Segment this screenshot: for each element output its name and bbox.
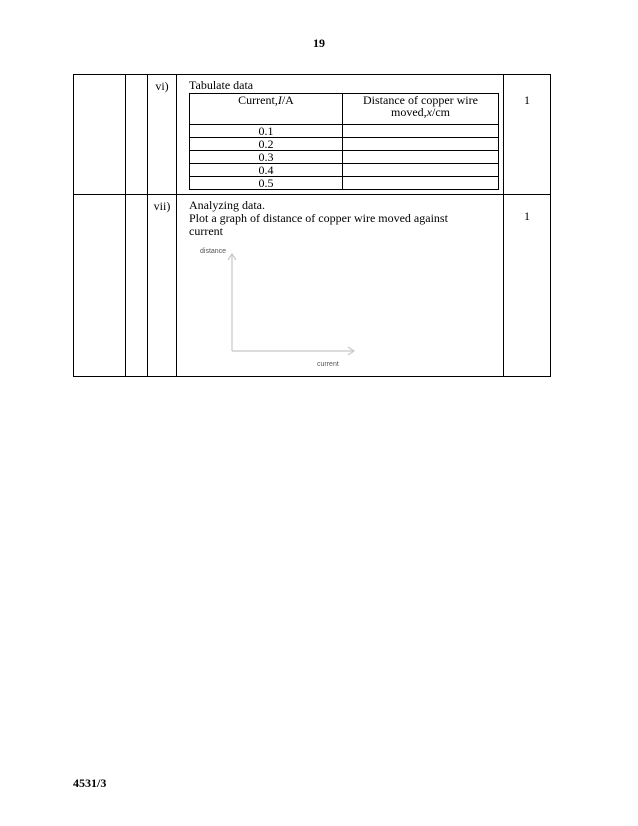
distance-cell (343, 177, 499, 190)
table-row (190, 164, 499, 177)
question-body (177, 75, 504, 195)
page-number: 19 (313, 36, 325, 50)
question-number: vii) (148, 195, 177, 377)
empty-cell (74, 75, 126, 195)
table-row (190, 138, 499, 151)
table-row (190, 125, 499, 138)
question-line-3: current (189, 224, 223, 238)
question-mark: 1 (504, 195, 551, 377)
header-current (190, 94, 343, 125)
question-mark: 1 (504, 75, 551, 195)
question-line-1: Analyzing data. (189, 198, 265, 212)
header-distance-line2: moved,x/cm (391, 105, 450, 119)
question-table (73, 74, 551, 377)
header-distance-line1: Distance of copper wire (363, 93, 478, 107)
x-axis-label: current (317, 361, 339, 368)
graph-axes (189, 246, 359, 376)
header-current-label: Current,I/A (238, 93, 294, 107)
question-row-vi (74, 75, 551, 195)
current-cell: 0.3 (190, 151, 343, 164)
y-axis-label: distance (200, 248, 227, 255)
data-table-header (190, 94, 499, 125)
header-distance (343, 94, 499, 125)
empty-cell (74, 195, 126, 377)
axes-svg (189, 246, 359, 376)
empty-cell (126, 75, 148, 195)
distance-cell (343, 138, 499, 151)
question-number: vi) (148, 75, 177, 195)
table-row (190, 151, 499, 164)
question-line-2: Plot a graph of distance of copper wire moved against (189, 211, 448, 225)
current-cell: 0.4 (190, 164, 343, 177)
question-body (177, 195, 504, 377)
distance-cell (343, 164, 499, 177)
data-table (189, 93, 499, 190)
empty-cell (126, 195, 148, 377)
paper-code: 4531/3 (73, 776, 107, 790)
distance-cell (343, 151, 499, 164)
distance-cell (343, 125, 499, 138)
question-title: Tabulate data (189, 78, 254, 92)
table-row (190, 177, 499, 190)
current-cell: 0.5 (190, 177, 343, 190)
question-row-vii (74, 195, 551, 377)
current-cell: 0.1 (190, 125, 343, 138)
current-cell: 0.2 (190, 138, 343, 151)
